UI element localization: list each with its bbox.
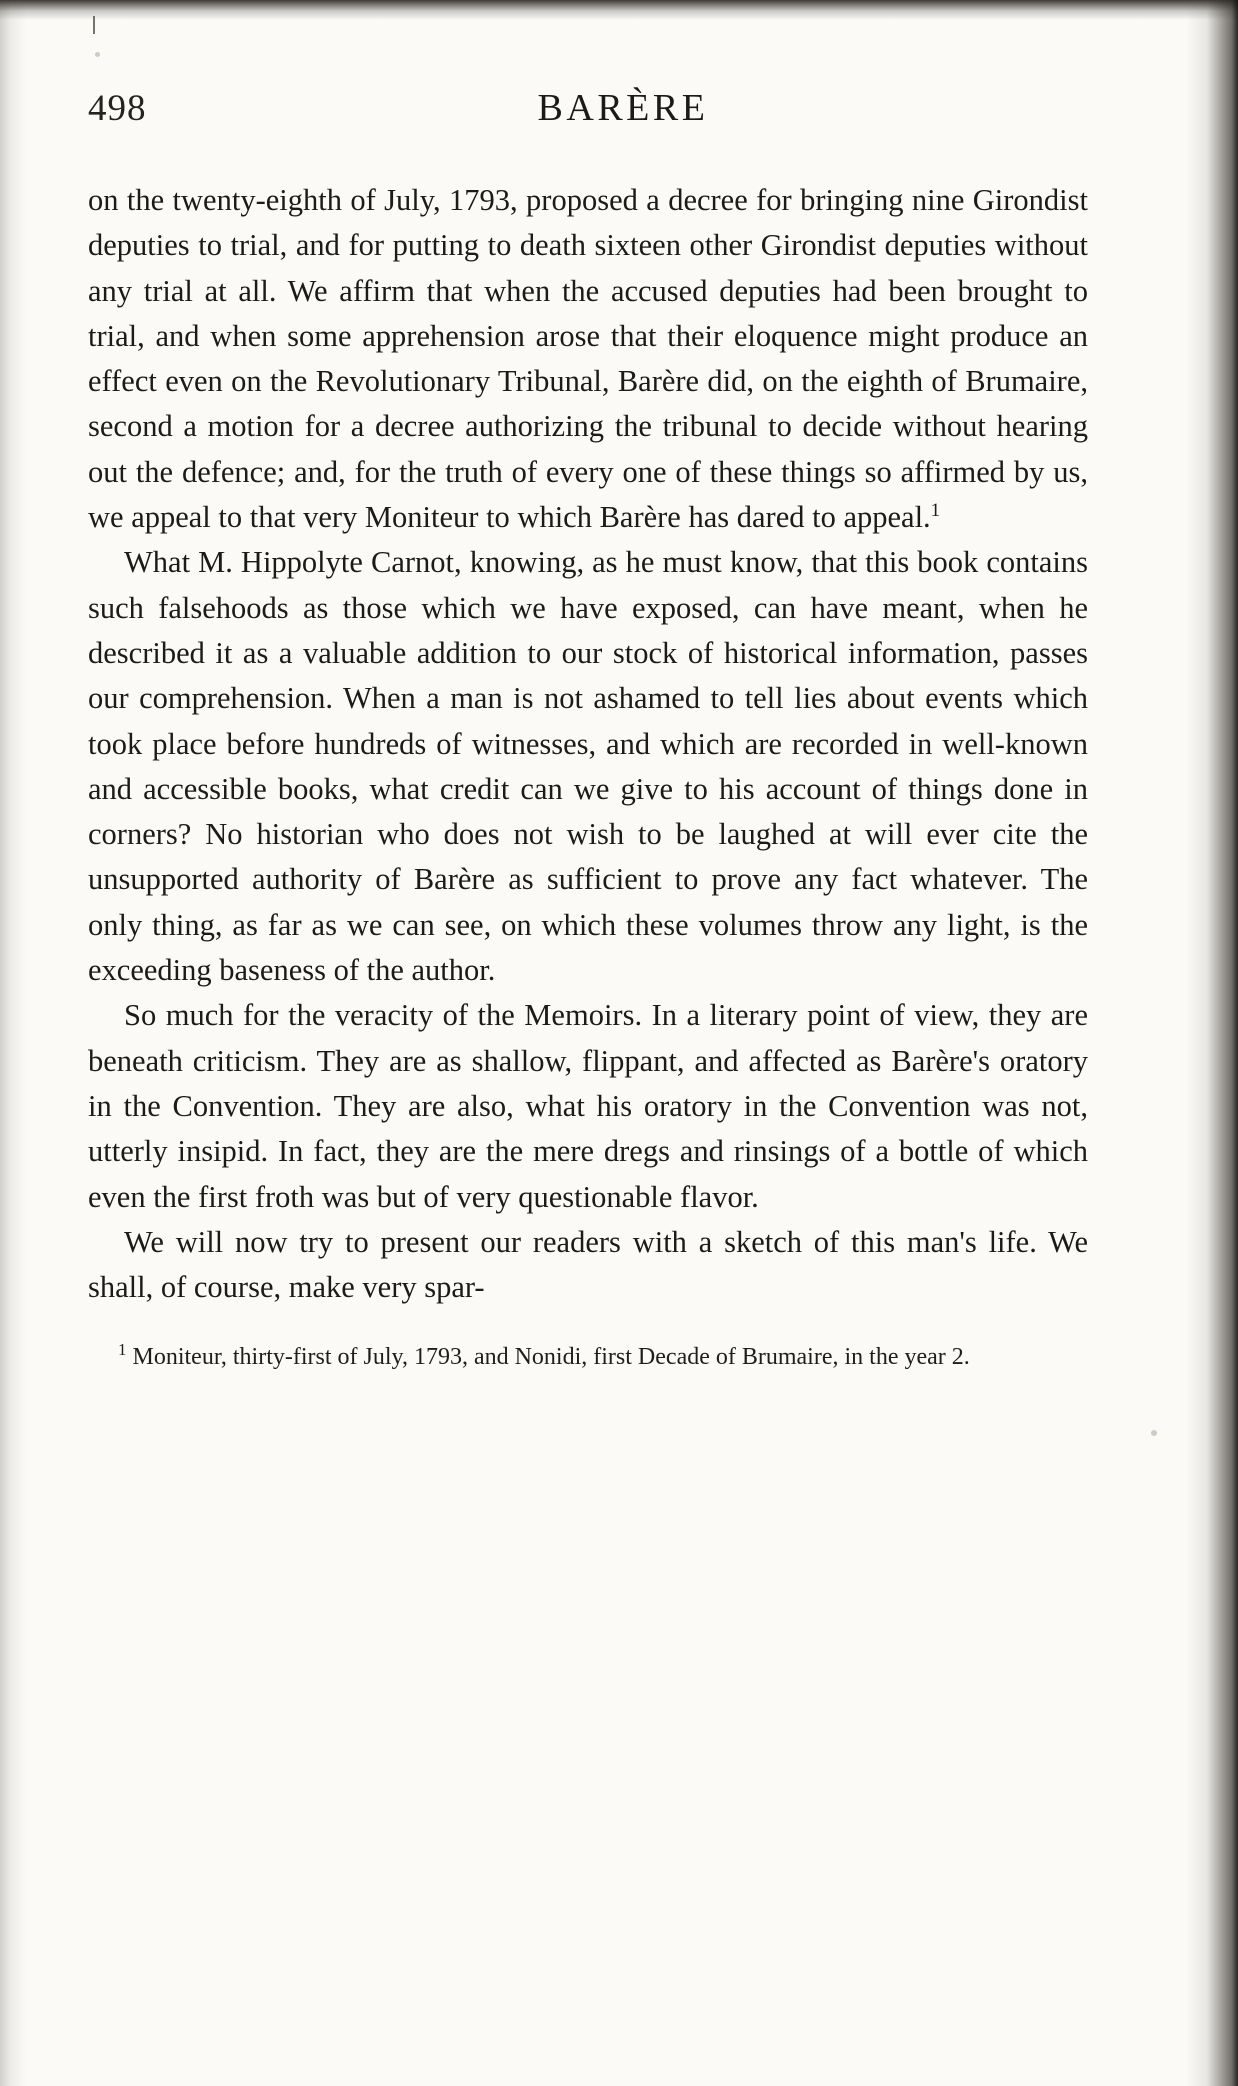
page-number: 498 <box>88 88 147 129</box>
page-header <box>88 86 1148 156</box>
scan-edge-top <box>0 0 1238 20</box>
footnote-reference[interactable]: 1 <box>930 499 941 521</box>
scan-edge-right <box>1186 0 1238 2086</box>
footnote <box>88 1340 1088 1374</box>
footnote-marker: 1 <box>118 1340 127 1360</box>
paper-speck <box>95 52 100 57</box>
page-content <box>88 86 1148 1374</box>
paragraph <box>88 178 1088 540</box>
scan-edge-left <box>0 0 26 2086</box>
paper-speck <box>1151 1430 1157 1436</box>
footnote-text: Moniteur, thirty-first of July, 1793, and Nonidi, first Decade of Brumaire, in the year 2. <box>132 1344 970 1371</box>
paragraph: So much for the veracity of the Memoirs. In a literary point of view, they are beneath criticism. They are as shallow, flippant, and affected as Barère's oratory in the Convention. They are also, what his oratory in the Convention was not, utterly insipid. In fact, they are the mere dregs and rinsings of a bottle of which even the first froth was but of very questionable flavor. <box>88 998 1088 1214</box>
scan-tick-mark <box>93 16 95 34</box>
paragraph: What M. Hippolyte Carnot, knowing, as he must know, that this book contains such falsehoods as those which we have exposed, can have meant, when he described it as a valuable addition to our stock of historical information, passes our comprehension. When a man is not ashamed to tell lies about events which took place before hundreds of witnesses, and which are recorded in well-known and accessible books, what credit can we give to his account of things done in corners? No historian who does not wish to be laughed at will ever cite the unsupported authority of Barère as sufficient to prove any fact whatever. The only thing, as far as we can see, on which these volumes throw any light, is the exceeding baseness of the author. <box>88 545 1088 988</box>
footnote-block <box>88 1340 1088 1374</box>
paragraph-text: on the twenty-eighth of July, 1793, proposed a decree for bringing nine Girondist deputies to trial, and for putting to death sixteen other Girondist deputies without any trial at all. We affirm that when the accused deputies had been brought to trial, and when some apprehension arose that their eloquence might produce an effect even on the Revolutionary Tribunal, Barère did, on the eighth of Brumaire, second a motion for a decree authorizing the tribunal to decide without hearing out the defence; and, for the truth of every one of these things so affirmed by us, we appeal to that very Moniteur to which Barère has dared to appeal. <box>88 183 1088 535</box>
running-head-title: BARÈRE <box>537 87 709 129</box>
body-text <box>88 178 1088 1310</box>
paragraph: We will now try to present our readers with a sketch of this man's life. We shall, of course, make very spar- <box>88 1224 1088 1305</box>
